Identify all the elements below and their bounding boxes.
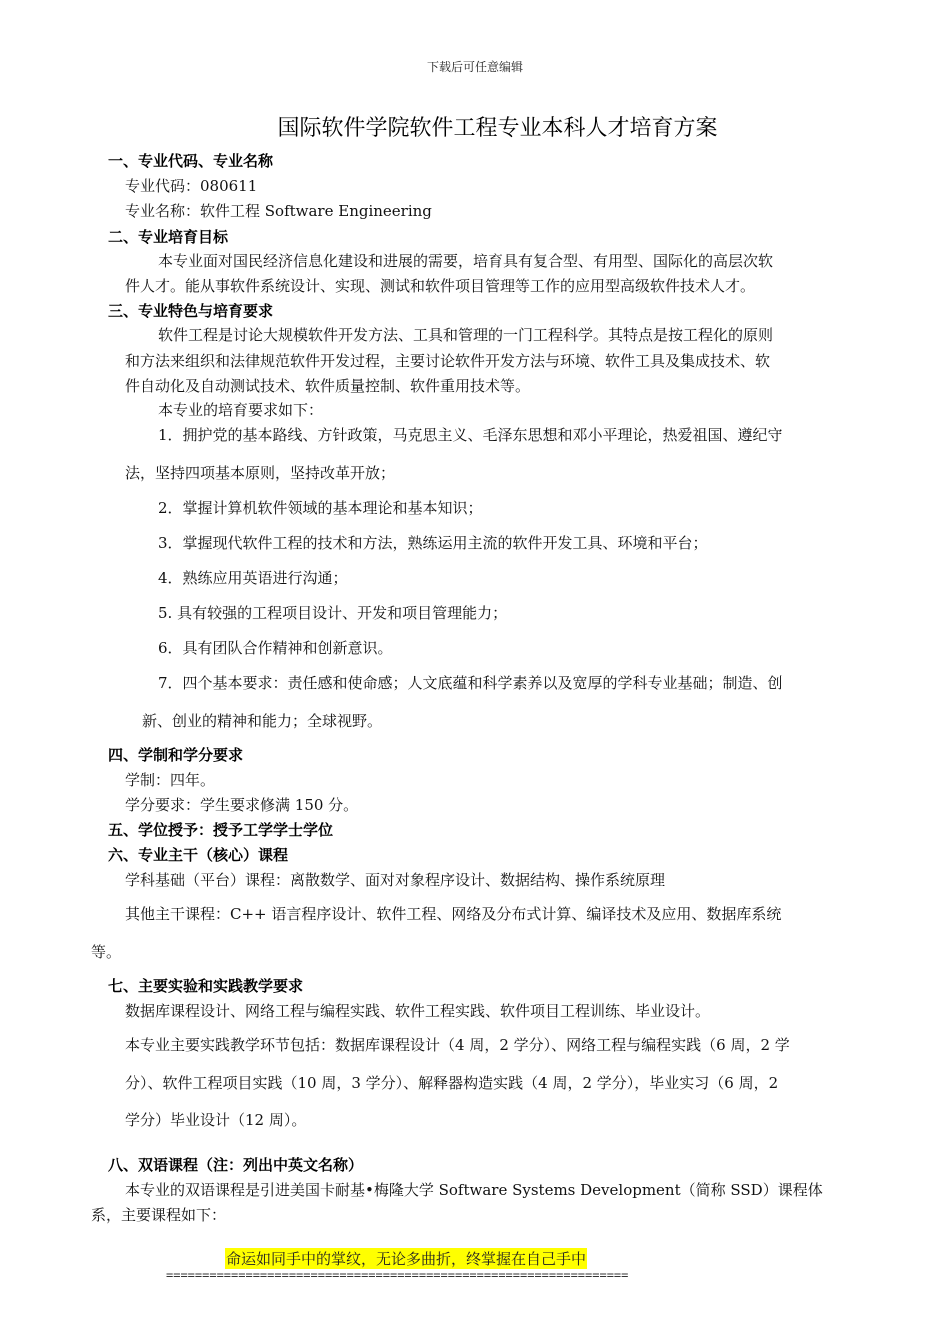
basic-courses: 学科基础（平台）课程：离散数学、面对对象程序设计、数据结构、操作系统原理 [125, 871, 666, 889]
section-6-heading: 六、专业主干（核心）课程 [108, 846, 289, 864]
requirement-4: 4．熟练应用英语进行沟通； [158, 569, 348, 587]
page-header: 下载后可任意编辑 [426, 60, 523, 74]
major-code: 专业代码：080611 [125, 177, 258, 195]
section-8-heading: 八、双语课程（注：列出中英文名称） [108, 1156, 364, 1174]
requirement-5: 5. 具有较强的工程项目设计、开发和项目管理能力； [158, 604, 508, 622]
requirement-7a: 7．四个基本要求：责任感和使命感；人文底蕴和科学素养以及宽厚的学科专业基础；制造、创 [158, 674, 783, 692]
section-5-heading: 五、学位授予：授予工学学士学位 [108, 821, 334, 839]
study-years: 学制：四年。 [125, 771, 216, 789]
goal-line-2: 件人才。能从事软件系统设计、实现、测试和软件项目管理等工作的应用型高级软件技术人才。 [125, 277, 756, 295]
practice-line-2: 本专业主要实践教学环节包括：数据库课程设计（4 周，2 学分）、网络工程与编程实践（6 周，2 学 [125, 1036, 790, 1054]
section-2-heading: 二、专业培育目标 [108, 228, 229, 246]
section-1-heading: 一、专业代码、专业名称 [108, 152, 274, 170]
requirement-1b: 法，坚持四项基本原则，坚持改革开放； [125, 464, 396, 482]
footer-motto: 命运如同手中的掌纹，无论多曲折，终掌握在自己手中 [226, 1250, 587, 1268]
practice-line-1: 数据库课程设计、网络工程与编程实践、软件工程实践、软件项目工程训练、毕业设计。 [125, 1002, 711, 1020]
requirements-intro: 本专业的培育要求如下： [158, 401, 324, 419]
requirement-2: 2．掌握计算机软件领域的基本理论和基本知识； [158, 499, 483, 517]
requirement-1a: 1．拥护党的基本路线、方针政策，马克思主义、毛泽东思想和邓小平理论，热爱祖国、遵纪守 [158, 426, 783, 444]
requirement-7b: 新、创业的精神和能力；全球视野。 [142, 712, 383, 730]
section-3-heading: 三、专业特色与培育要求 [108, 302, 274, 320]
feature-line-1: 软件工程是讨论大规模软件开发方法、工具和管理的一门工程科学。其特点是按工程化的原则 [158, 326, 774, 344]
requirement-3: 3．掌握现代软件工程的技术和方法，熟练运用主流的软件开发工具、环境和平台； [158, 534, 708, 552]
bilingual-line-2: 系，主要课程如下： [91, 1206, 227, 1224]
bilingual-line-1: 本专业的双语课程是引进美国卡耐基•梅隆大学 Software Systems Development（简称 SSD）课程体 [125, 1181, 823, 1199]
requirement-6: 6．具有团队合作精神和创新意识。 [158, 639, 393, 657]
feature-line-3: 件自动化及自动测试技术、软件质量控制、软件重用技术等。 [125, 377, 531, 395]
other-courses-1: 其他主干课程：C++ 语言程序设计、软件工程、网络及分布式计算、编译技术及应用、数据库系统 [125, 905, 782, 923]
other-courses-2: 等。 [91, 943, 122, 961]
section-7-heading: 七、主要实验和实践教学要求 [108, 977, 304, 995]
goal-line-1: 本专业面对国民经济信息化建设和进展的需要，培育具有复合型、有用型、国际化的高层次软 [158, 252, 774, 270]
document-title: 国际软件学院软件工程专业本科人才培育方案 [277, 116, 718, 141]
practice-line-4: 学分）毕业设计（12 周）。 [125, 1111, 307, 1129]
section-4-heading: 四、学制和学分要求 [108, 746, 244, 764]
footer-divider: ================================================================ [166, 1268, 629, 1282]
practice-line-3: 分）、软件工程项目实践（10 周，3 学分）、解释器构造实践（4 周，2 学分），毕业实习（6 周，2 [125, 1074, 779, 1092]
feature-line-2: 和方法来组织和法律规范软件开发过程，主要讨论软件开发方法与环境、软件工具及集成技术、软 [125, 352, 771, 370]
credit-requirement: 学分要求：学生要求修满 150 分。 [125, 796, 359, 814]
major-name: 专业名称：软件工程 Software Engineering [125, 202, 432, 220]
